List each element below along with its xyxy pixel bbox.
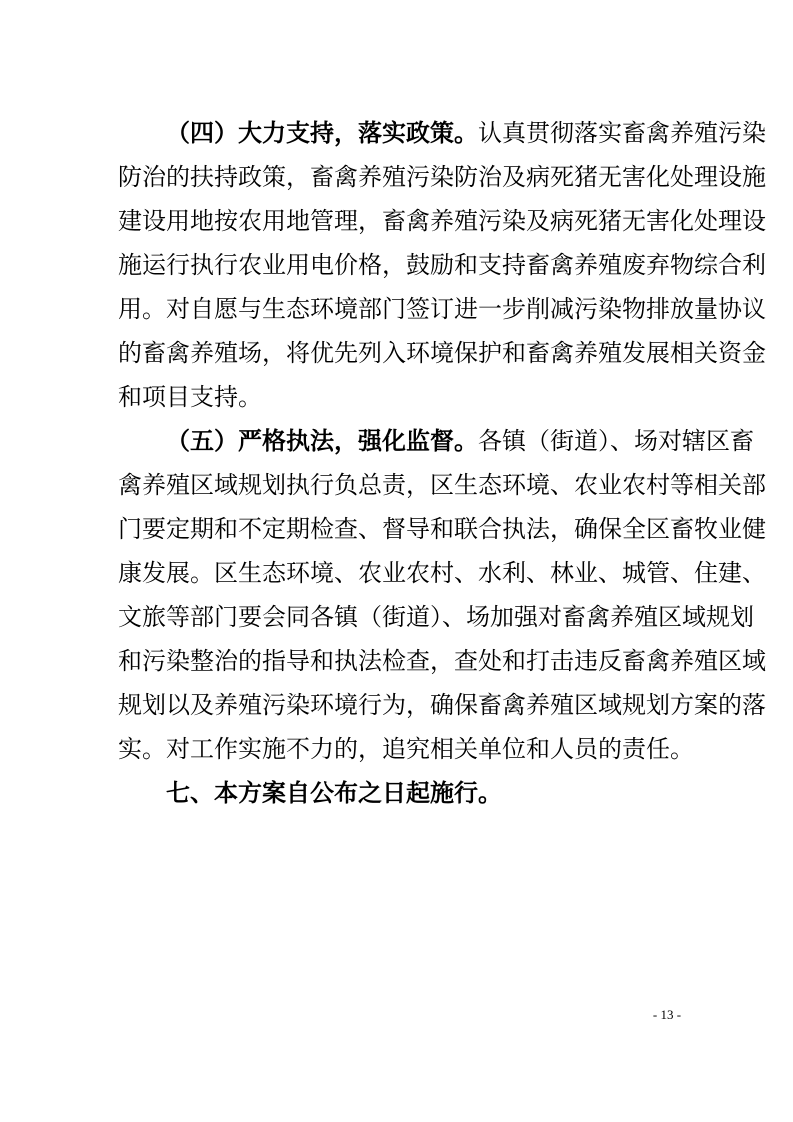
section-four-line-3: 建设用地按农用地管理，畜禽养殖污染及病死猪无害化处理设 bbox=[118, 207, 766, 235]
article-seven: 七、本方案自公布之日起施行。 bbox=[166, 779, 502, 807]
section-five-heading: （五）严格执法，强化监督。 bbox=[166, 427, 478, 455]
section-five-line-3: 门要定期和不定期检查、督导和联合执法，确保全区畜牧业健 bbox=[118, 515, 766, 543]
section-four-line-6: 的畜禽养殖场，将优先列入环境保护和畜禽养殖发展相关资金 bbox=[118, 339, 766, 367]
section-five-text: 各镇（街道）、场对辖区畜 bbox=[478, 427, 754, 455]
section-five-line-7: 规划以及养殖污染环境行为，确保畜禽养殖区域规划方案的落 bbox=[118, 691, 766, 719]
section-five-line-5: 文旅等部门要会同各镇（街道）、场加强对畜禽养殖区域规划 bbox=[118, 603, 754, 631]
section-five-line-1 bbox=[166, 421, 754, 461]
section-four-line-1 bbox=[166, 113, 766, 153]
page-number: - 13 - bbox=[652, 1007, 682, 1022]
section-four-line-2: 防治的扶持政策，畜禽养殖污染防治及病死猪无害化处理设施 bbox=[118, 163, 766, 191]
section-four-line-7: 和项目支持。 bbox=[118, 383, 262, 411]
section-five-line-6: 和污染整治的指导和执法检查，查处和打击违反畜禽养殖区域 bbox=[118, 647, 766, 675]
section-four-text: 认真贯彻落实畜禽养殖污染 bbox=[478, 119, 766, 147]
section-four-line-5: 用。对自愿与生态环境部门签订进一步削减污染物排放量协议 bbox=[118, 295, 766, 323]
section-five-line-4: 康发展。区生态环境、农业农村、水利、林业、城管、住建、 bbox=[118, 559, 766, 587]
section-four-line-4: 施运行执行农业用电价格，鼓励和支持畜禽养殖废弃物综合利 bbox=[118, 251, 766, 279]
section-five-line-8: 实。对工作实施不力的，追究相关单位和人员的责任。 bbox=[118, 735, 694, 763]
section-four-heading: （四）大力支持，落实政策。 bbox=[166, 119, 478, 147]
section-five-line-2: 禽养殖区域规划执行负总责，区生态环境、农业农村等相关部 bbox=[118, 471, 766, 499]
